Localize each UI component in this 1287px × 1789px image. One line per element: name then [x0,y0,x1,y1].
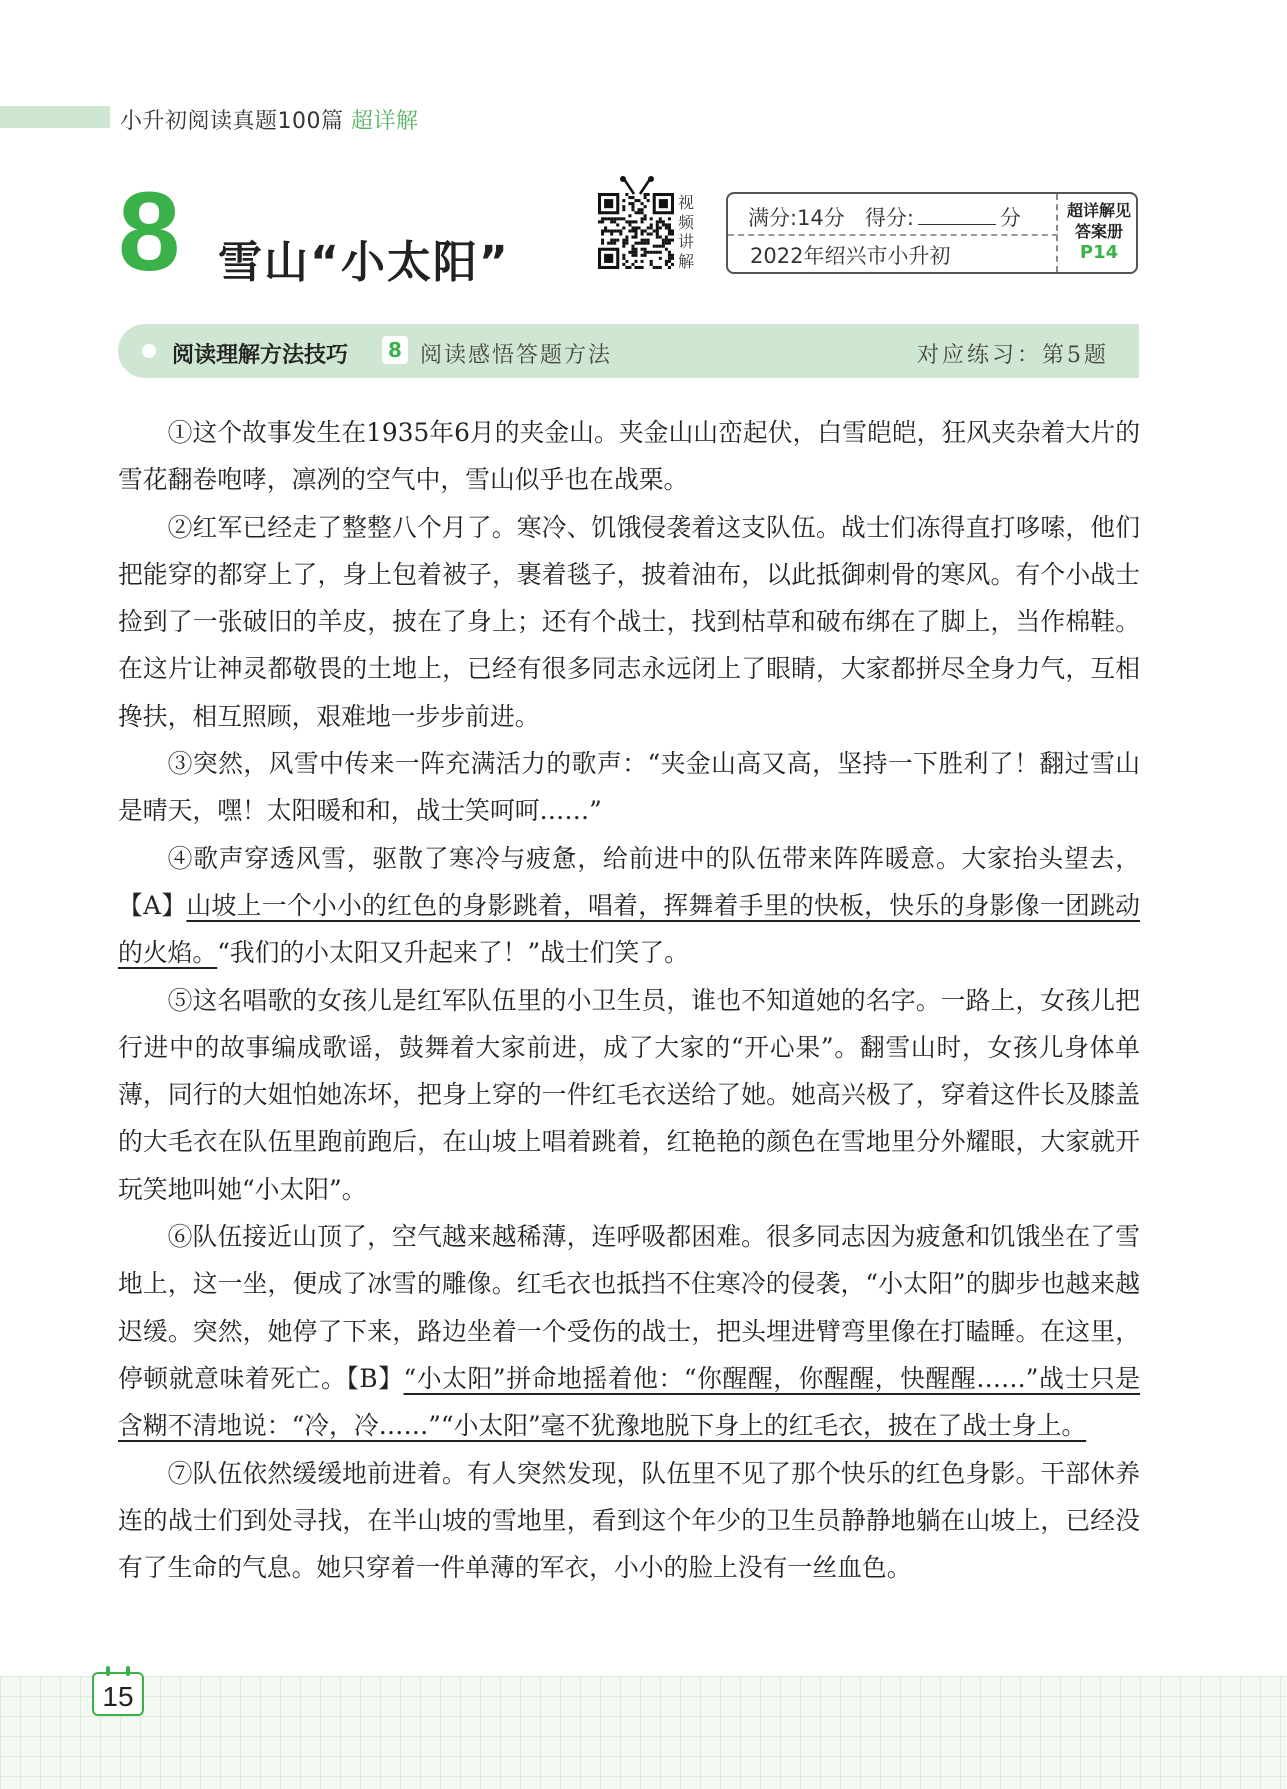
underlined-sentence: “小太阳”拼命地摇着他：“你醒醒，你醒醒，快醒醒……”战士只是含糊不清地说：“冷，冷……”“小太阳”毫不犹豫地脱下身上的红毛衣，披在了战士身上。 [118,1363,1140,1441]
score-row [748,202,1021,232]
answer-reference [1064,200,1134,263]
score-unit: 分 [999,206,1021,230]
series-name: 小升初阅读真题100篇 [120,109,344,134]
score-divider [728,234,1058,236]
banner-subtitle: 阅读感悟答题方法 [420,343,613,368]
paragraph-text: ⑥队伍接近山顶了，空气越来越稀薄，连呼吸都困难。很多同志因为疲惫和饥饿坐在了雪地上，这一坐，便成了冰雪的雕像。红毛衣也抵挡不住寒冷的侵袭，“小太阳”的脚步也越来越迟缓。突然，她停了下来，路边坐着一个受伤的战士，把头埋进臂弯里像在打瞌睡。在这里，停顿就意味着死亡。【B】 [118,1222,1140,1393]
paragraph-7 [118,1450,1140,1592]
paragraph-1 [118,409,1140,504]
bullet-dot-icon [142,344,156,358]
paragraph-text: ④歌声穿透风雪，驱散了寒冷与疲惫，给前进中的队伍带来阵阵暖意。大家抬头望去，【A】 [118,843,1140,920]
score-blank[interactable] [918,206,996,225]
score-info [728,194,1058,272]
banner-practice: 对应练习：第5题 [917,343,1109,368]
paragraph-text: ⑤这名唱歌的女孩儿是红军队伍里的小卫生员，谁也不知道她的名字。一路上，女孩儿把行进中的故事编成歌谣，鼓舞着大家前进，成了大家的“开心果”。翻雪山时，女孩儿身体单薄，同行的大姐怕她冻坏，把身上穿的一件红毛衣送给了她。她高兴极了，穿着这件长及膝盖的大毛衣在队伍里跑前跑后，在山坡上唱着跳着，红艳艳的颜色在雪地里分外耀眼，大家就开玩笑地叫她“小太阳”。 [118,985,1140,1204]
full-score: 满分:14分 [748,206,845,230]
paragraph-text: “我们的小太阳又升起来了！”战士们笑了。 [217,938,689,968]
video-lecture-label: 视 频 讲 解 [678,193,695,271]
answer-ref-line2: 答案册 [1074,222,1123,241]
paragraph-3 [118,740,1140,835]
paragraph-text: ⑦队伍依然缓缓地前进着。有人突然发现，队伍里不见了那个快乐的红色身影。干部休养连的战士们到处寻找，在半山坡的雪地里，看到这个年少的卫生员静静地躺在山坡上，已经没有了生命的气息。她只穿着一件单薄的军衣，小小的脸上没有一丝血色。 [118,1458,1140,1583]
paragraph-text: ③突然，风雪中传来一阵充满活力的歌声：“夹金山高又高，坚持一下胜利了！翻过雪山是晴天，嘿！太阳暖和和，战士笑呵呵……” [118,749,1140,826]
series-title [120,104,419,135]
paragraph-5 [118,977,1140,1213]
paragraph-text: ②红军已经走了整整八个月了。寒冷、饥饿侵袭着这支队伍。战士们冻得直打哆嗦，他们把能穿的都穿上了，身上包着被子，裹着毯子，披着油布，以此抵御刺骨的寒风。有个小战士捡到了一张破旧的羊皮，披在了身上；还有个战士，找到枯草和破布绑在了脚上，当作棉鞋。在这片让神灵都敬畏的土地上，已经有很多同志永远闭上了眼睛，大家都拼尽全身力气，互相搀扶，相互照顾，艰难地一步步前进。 [118,512,1140,731]
score-box [726,192,1138,274]
footer-grid [0,1676,1287,1789]
lesson-title: 雪山“小太阳” [218,237,510,288]
underlined-sentence: 山坡上一个小小的红色的身影跳着，唱着，挥舞着手里的快板，快乐的身影像一团跳动的火焰。 [118,890,1140,968]
lesson-number: 8 [118,169,181,294]
banner-number: 8 [382,336,408,364]
qr-code-icon[interactable] [598,193,674,269]
paragraph-4 [118,835,1140,977]
answer-ref-line1: 超详解见 [1066,201,1131,220]
paragraph-2 [118,504,1140,740]
page-number: 15 [92,1672,144,1716]
banner-title: 阅读理解方法技巧 [172,343,349,368]
article-body [118,409,1140,1591]
answer-page: P14 [1079,242,1119,263]
paragraph-6 [118,1213,1140,1449]
got-score-label: 得分: [864,206,914,230]
paragraph-text: ①这个故事发生在1935年6月的夹金山。夹金山山峦起伏，白雪皑皑，狂风夹杂着大片的雪花翻卷咆哮，凛冽的空气中，雪山似乎也在战栗。 [118,418,1140,495]
method-banner [118,324,1139,378]
exam-source: 2022年绍兴市小升初 [750,244,951,268]
header-accent-bar [0,106,110,128]
series-accent: 超详解 [351,109,419,134]
